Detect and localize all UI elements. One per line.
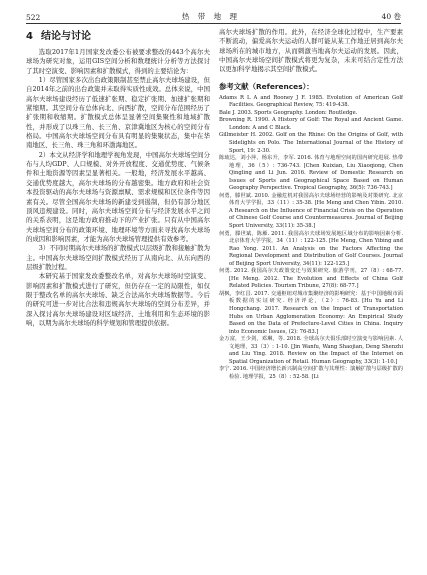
reference-item: 金万富，王少剑，邓琳，等. 2018. 全球高尔夫俱乐部时空演变与影响因素. 人文地理，33（3）: 1-10. [Jin Wanfu, Wang Shaojian, Deng Shenzhi and Liu Ying. 2018. Review on the Impact of the Internet on Spatial Organization of Retail. Human Geography, 33(3): 1-10.]: [219, 336, 403, 365]
left-paragraph: 2）本文从经济学和地理学视角发现，中国高尔夫球场空间分布与人均GDP、人口规模、对外开放程度、交通优势度、气候条件和土地资源等因素呈显著相关。一般地，经济发展水平越高、交通优势度越大，高尔夫球场的分布越密集。地方政府和社会资本投资驱动的高尔夫球场与资源禀赋、需求规模和区位条件等因素有关。尽管全国高尔夫球场的新建受到遏制，但仍有部分地区顶风违规建设。同时，高尔夫球场空间分布与经济发展水平之间的关系表明，这是地方政府推动下的产业扩张。只有从中国高尔夫球场空间分布的政策环境、地理环境等方面来寻找高尔夫球场的成因和影响因素，才能为高尔夫球场管理提供有效参考。: [26, 150, 210, 243]
left-paragraph: 1）尽管国家多次出台政策限制甚至禁止高尔夫球场建设，但自2014年之前的出台政策并未取得实质性成效。总体来说，中国高尔夫球场建设经历了低速扩张期、稳定扩张期、加速扩张期和紧缩期。其空间分布总体向北、向西扩散，空间分布范围经历了扩张期和收缩期。扩散模式总体呈显著空间集聚性和地域扩散性，并形成了以珠三角、长三角、京津冀地区为核心的空间分布格局。中国高尔夫球场空间分布具有明显的集聚状态，集中在华南地区、长三角、珠三角和环渤海地区。: [26, 76, 210, 150]
reference-item: Adams R L A and Rooney J F. 1985. Evolution of American Golf Facilities. Geographical Review, 75: 419-438.: [219, 94, 403, 109]
right-paragraph: 高尔夫球场扩散的作用。此外，在经济全球化过程中，生产要素不断流动，偏爱高尔夫运动的人群可能从某工作地迁居到高尔夫球场所在的城市地方，从而刺激当地高尔夫运动的发展。因此，中国高尔夫球场空间扩散模式将更为复杂，未来可结合定性方法以更加科学地揭示其空间扩散模式。: [219, 28, 403, 74]
reference-item: Browning R. 1990. A History of Golf: The Royal and Ancient Game. London: A and C Black.: [219, 117, 403, 131]
reference-item: 陈琉达，刘小萍，杨东升，李军. 2016. 体育与地理空间的国内研究进展. 热带地理，36（5）: 736-743. [Chen Kuixian, Liu Xiaoqiong, Chen Qingling and Li Jun. 2016. Review of Domestic Research on Issues of Sports and Geographical Space Based on Human Geography Perspective. Tropical Geography, 36(5): 736-743.]: [219, 155, 403, 192]
journal-name: 热 带 地 理: [181, 12, 241, 21]
reference-item: Gillmeister H. 2002. Golf on the Rhine: On the Origins of Golf, with Sidelights on Polo. The International Journal of the History of Sport, 19: 2-30.: [219, 132, 403, 154]
volume-label: 40 卷: [381, 12, 401, 21]
section-title: 结论与讨论: [40, 31, 91, 42]
left-paragraph: 3）不同时期高尔夫球场的扩散模式以层级扩散和接触扩散为主。中国高尔夫球场空间扩散模式经历了从南向北、从东向西的层级扩散过程。: [26, 244, 210, 271]
reference-item: Bale J. 2003. Sports Geography. London: Routledge.: [219, 109, 358, 116]
reference-item: 何勇，滕世斌，陈雁. 2011. 我国高尔夫球场发展地区域分布的影响因素分析. 北京体育大学学报，34（11）: 122-125. [He Meng, Chen Yibing and Rao Yong. 2011. An Analysis on the Factors Affecting the Regional Development and Distribution of Golf Courses. Journal of Beijing Sport University, 34(11): 122-125.]: [219, 230, 403, 267]
references-heading: 参考文献（References）：: [219, 81, 314, 91]
reference-item: 何勇. 2012. 我国高尔夫政策变迁与效果研究. 旅游学刊，27（8）: 68-77. [He Meng. 2012. The Evolution and Effects of China Golf Related Policies. Tourism Tribune, 27(8): 68-77.]: [219, 268, 403, 290]
reference-item: 胡枫，李红昌. 2017. 交通枢纽对城市集聚经济的影响研究：基于中国地级市面板数据的实证研究. 经济评论，（2）: 76-83. [Hu Yu and Li Hongchang. 2017. Research on the Impact of Transportation Hubs on Urban Agglomeration Economy: An Empirical Study Based on the Data of Prefecture-Level Cities in China. Inquiry into Economic Issues, (2): 76-83.]: [219, 290, 403, 335]
reference-item: 李宁. 2016. 中国经济增长新兴制高空间扩散与其理性：演触扩散与层级扩散的检验. 地理学报，25（8）: 52-58. [Li: [219, 366, 403, 380]
reference-list: [219, 95, 403, 382]
section-number: 4: [26, 31, 33, 42]
page-number: 522: [26, 13, 41, 22]
reference-item: 何勇，滕世斌. 2010. 金融危机对我国高尔夫球场经营的影响及对策研究. 北京体育大学学报，33（11）: 35-38. [He Meng and Chen Yibin. 2010. A Research on the Influence of Financial Crisis on the Operation of Chinese Golf Course and Countermeasures. Journal of Beijing Sport University, 33(11): 35-38.]: [219, 192, 403, 230]
left-paragraph: 本研究基于国家发改委整改名单，对高尔夫球场时空演变、影响因素和扩散模式进行了研究，但仍存在一定的局限性，如仅限于整改名单的高尔夫球场、缺乏合法高尔夫球场数据等。今后的研究可进一步对比合法和违规高尔夫球场的空间分布差异，并深入探讨高尔夫球场建设对区域经济、土地利用和生态环境的影响，以期为高尔夫球场的科学规划和管理提供依据。: [26, 272, 210, 327]
right-column: [219, 28, 403, 567]
left-paragraph: 选取2017年1月国家发改委公布被要求整改的443个高尔夫球场为研究对象，运用GIS空间分析和数理统计分析等方法探讨了其时空演变、影响因素和扩散模式，得到的主要结论为：: [26, 48, 210, 75]
section-heading: [26, 30, 210, 44]
header-rule: [26, 23, 401, 24]
running-header: [26, 6, 401, 22]
left-column: [26, 28, 210, 567]
